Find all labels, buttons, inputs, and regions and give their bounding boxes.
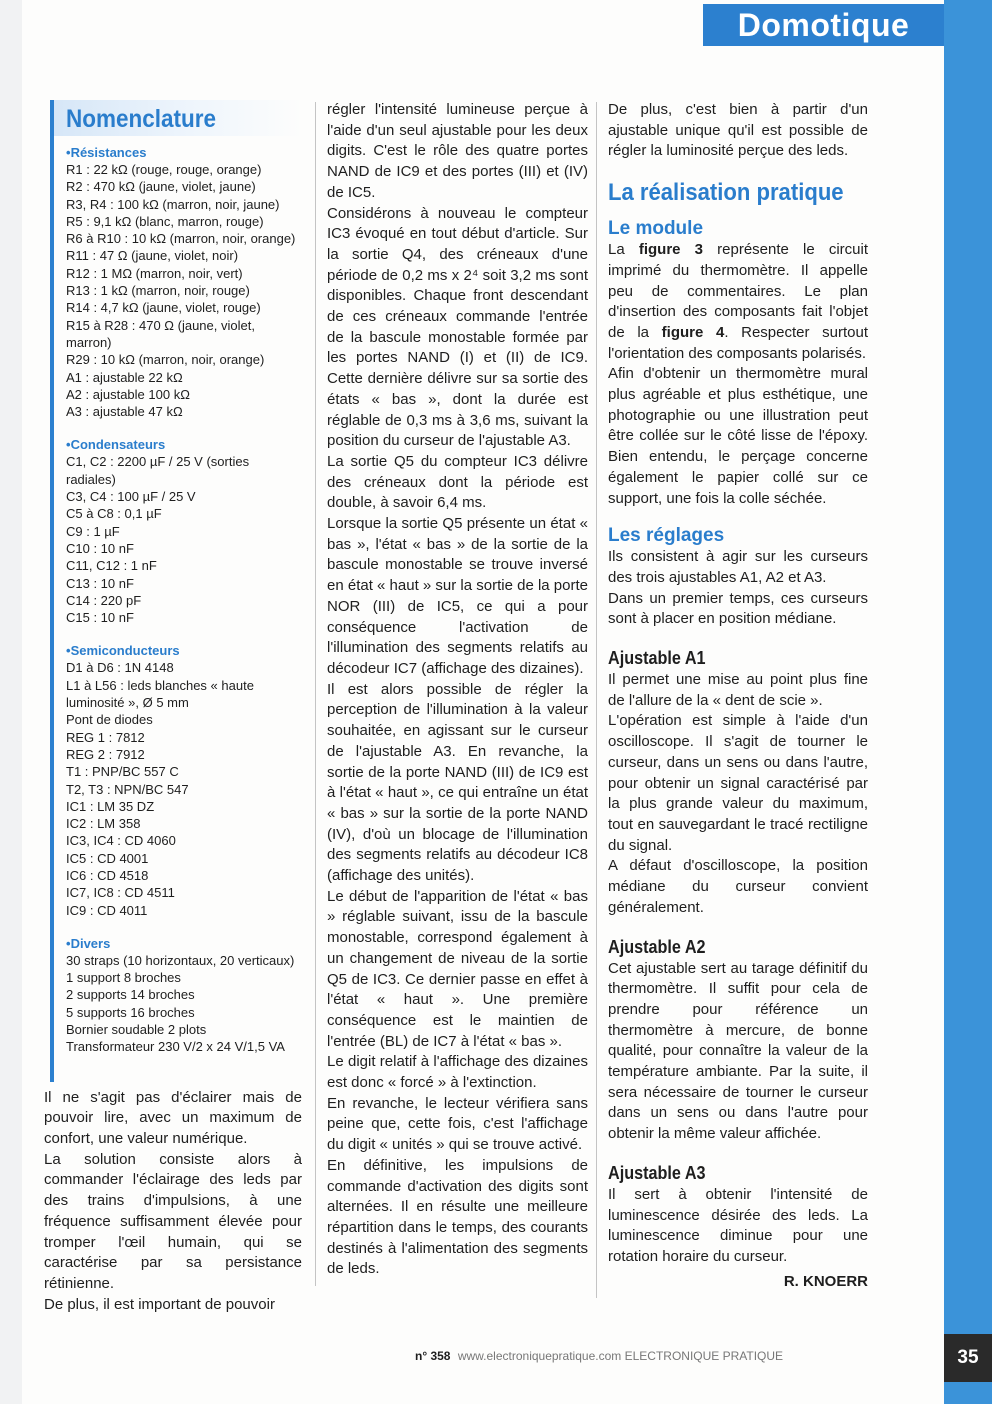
component-item: REG 2 : 7912: [66, 746, 145, 762]
module-paragraph: [608, 240, 868, 364]
col2-paragraph: Il est alors possible de régler la perception de l'illumination à la valeur souhaitée, en agissant sur le curseur de l'ajustable A3. En revanche, la sortie de la porte NAND (III) de IC9 est à l'état « haut », ce qui entraîne un état « bas » sur la sortie de la porte NAND (IV), d'où un blocage de l'illumination des segments relatifs au décodeur IC8 (affichage des unités).: [327, 680, 588, 885]
nomenclature-category: [66, 935, 302, 1056]
ajustable-a2-heading: Ajustable A2: [608, 936, 706, 957]
a1-paragraph: Il permet une mise au point plus fine de l'allure de la « dent de scie ».: [608, 671, 868, 709]
component-item: 5 supports 16 broches: [66, 1004, 195, 1020]
realisation-heading: La réalisation pratique: [608, 179, 844, 207]
component-item: R12 : 1 MΩ (marron, noir, vert): [66, 265, 243, 281]
reglages-paragraph: Dans un premier temps, ces curseurs sont à placer en position médiane.: [608, 589, 868, 628]
a1-paragraph: L'opération est simple à l'aide d'un oscilloscope. Il s'agit de tourner le curseur, dans un sens ou dans l'autre, pour obtenir un signal caractérisé par la plus grande valeur du maximum, tout en sauvegardant le tracé rectiligne du signal.: [608, 712, 868, 854]
category-title: • Semiconducteurs: [66, 642, 302, 659]
category-title: • Divers: [66, 935, 302, 952]
col1-paragraph: La solution consiste alors à commander l'éclairage des leds par des trains d'impulsions, à une fréquence suffisamment élevée pour tromper l'œil humain, qui se caractérise par sa persistance rétinienne.: [44, 1150, 302, 1292]
component-item: C11, C12 : 1 nF: [66, 558, 157, 574]
col2-paragraph: régler l'intensité lumineuse perçue à l'aide d'un seul ajustable pour les deux digits. C'est le rôle des quatre portes NAND de IC9 et des portes (III) et (IV) de IC5.: [327, 101, 588, 201]
page-margin: [0, 0, 22, 1404]
nomenclature-category: [66, 144, 302, 420]
component-item: C5 à C8 : 0,1 µF: [66, 506, 162, 522]
component-item: C3, C4 : 100 µF / 25 V: [66, 489, 196, 505]
figure-3-ref: figure 3: [638, 241, 703, 259]
category-title: • Condensateurs: [66, 436, 302, 453]
website-url[interactable]: www.electroniquepratique.com: [457, 1349, 622, 1363]
component-item: IC3, IC4 : CD 4060: [66, 833, 176, 849]
page-footer: [415, 1349, 783, 1363]
component-item: R15 à R28 : 470 Ω (jaune, violet, marron): [66, 317, 255, 350]
component-item: R1 : 22 kΩ (rouge, rouge, orange): [66, 162, 262, 177]
component-item: REG 1 : 7812: [66, 729, 145, 745]
col2-paragraph: La sortie Q5 du compteur IC3 délivre des créneaux dont la période est double, à savoir 6,4 ms.: [327, 452, 588, 512]
component-item: IC6 : CD 4518: [66, 867, 149, 883]
component-item: Transformateur 230 V/2 x 24 V/1,5 VA: [66, 1039, 285, 1055]
section-side-strip: [944, 0, 992, 1404]
component-item: C15 : 10 nF: [66, 610, 134, 626]
category-title: • Résistances: [66, 144, 302, 161]
nomenclature-title: Nomenclature: [66, 105, 217, 133]
publication-name: ELECTRONIQUE PRATIQUE: [624, 1349, 784, 1363]
reglages-heading: Les réglages: [608, 525, 725, 547]
col2-paragraph: En revanche, le lecteur vérifiera sans peine que, cette fois, c'est l'affichage du digit « unités » qui se trouve activé.: [327, 1094, 588, 1154]
component-item: D1 à D6 : 1N 4148: [66, 660, 174, 676]
component-item: A1 : ajustable 22 kΩ: [66, 369, 183, 385]
module-text: . Respecter surtout l'orientation des composants polarisés.: [608, 323, 868, 362]
figure-4-ref: figure 4: [661, 323, 725, 341]
col2-paragraph: Le digit relatif à l'affichage des dizaines est donc « forcé » à l'extinction.: [327, 1053, 588, 1092]
column-1: [44, 100, 302, 1315]
component-item: R29 : 10 kΩ (marron, noir, orange): [66, 352, 265, 368]
component-item: C1, C2 : 2200 µF / 25 V (sorties radiales): [66, 454, 250, 487]
col1-paragraph: De plus, il est important de pouvoir: [44, 1295, 275, 1313]
col2-paragraph: Le début de l'apparition de l'état « bas » réglable suivant, issu de la bascule monostable, correspond également à un changement de niveau de la sortie Q5 de IC3. Ce dernier passe en effet à l'état « haut ». Une première conséquence est le maintien de l'entrée (BL) de IC7 à l'état « bas ».: [327, 887, 588, 1050]
component-item: L1 à L56 : leds blanches « haute luminosité », Ø 5 mm: [66, 677, 254, 711]
nomenclature-category: [66, 436, 302, 626]
reglages-paragraph: Ils consistent à agir sur les curseurs des trois ajustables A1, A2 et A3.: [608, 548, 868, 586]
col3-intro: De plus, c'est bien à partir d'un ajustable unique qu'il est possible de régler la luminosité perçue des leds.: [608, 101, 868, 160]
component-item: T2, T3 : NPN/BC 547: [66, 781, 189, 797]
component-item: Pont de diodes: [66, 712, 153, 728]
module-paragraph: Afin d'obtenir un thermomètre mural plus agréable et plus esthétique, une photographie ou une illustration peut être collée sur le côté lisse de l'époxy. Bien entendu, le perçage concerne également le papier collé sur ce support, une fois la colle séchée.: [608, 365, 868, 507]
col2-paragraph: Lorsque la sortie Q5 présente un état « bas », l'état « bas » de la sortie de la bascule monostable se trouve inversé en état « haut » sur la sortie de la porte NOR (III) de IC5, ce qui a pour conséquence l'activation de l'illumination des segments relatifs au décodeur IC7 (affichage des dizaines).: [327, 515, 588, 677]
component-item: IC9 : CD 4011: [66, 902, 148, 918]
component-item: C9 : 1 µF: [66, 523, 120, 539]
component-item: C10 : 10 nF: [66, 540, 134, 556]
col2-paragraph: En définitive, les impulsions de commande d'activation des digits sont alternées. Il en résulte une meilleure répartition dans le temps, des courants destinés à l'alimentation des segments de leds.: [327, 1156, 588, 1278]
column-3: [608, 100, 868, 1292]
nomenclature-category: [66, 642, 302, 918]
component-item: A3 : ajustable 47 kΩ: [66, 404, 183, 420]
module-heading: Le module: [608, 218, 704, 240]
component-item: T1 : PNP/BC 557 C: [66, 764, 179, 780]
component-item: R11 : 47 Ω (jaune, violet, noir): [66, 248, 239, 264]
component-item: IC5 : CD 4001: [66, 850, 149, 866]
col1-paragraph: Il ne s'agit pas d'éclairer mais de pouvoir lire, avec un maximum de confort, une valeur numérique.: [44, 1088, 302, 1148]
ajustable-a3-heading: Ajustable A3: [608, 1162, 706, 1183]
module-text: représente le circuit imprimé du thermomètre. Il appelle peu de commentaires. Le plan d'insertion des composants fait l'objet de la: [608, 241, 868, 341]
author-name: R. KNOERR: [783, 1272, 868, 1290]
component-item: R14 : 4,7 kΩ (jaune, violet, rouge): [66, 300, 261, 316]
module-text: La: [608, 241, 639, 259]
a1-paragraph: A défaut d'oscilloscope, la position médiane du curseur convient généralement.: [608, 857, 868, 916]
ajustable-a1-heading: Ajustable A1: [608, 648, 706, 669]
component-item: R5 : 9,1 kΩ (blanc, marron, rouge): [66, 213, 264, 229]
nomenclature-box: [50, 100, 302, 1082]
component-item: A2 : ajustable 100 kΩ: [66, 386, 190, 402]
component-item: R6 à R10 : 10 kΩ (marron, noir, orange): [66, 231, 296, 247]
component-item: R2 : 470 kΩ (jaune, violet, jaune): [66, 179, 256, 195]
component-item: R3, R4 : 100 kΩ (marron, noir, jaune): [66, 196, 280, 212]
column-2: [327, 100, 588, 1280]
component-item: 30 straps (10 horizontaux, 20 verticaux): [66, 952, 295, 968]
a2-paragraph: Cet ajustable sert au tarage définitif du thermomètre. Il suffit pour cela de prendre pour référence un thermomètre à mercure, de bonne qualité, pour connaître la valeur de la température ambiante. Par la suite, il sera nécessaire de tourner le curseur dans un sens ou dans l'autre pour obtenir la même valeur affichée.: [608, 959, 868, 1143]
component-item: IC7, IC8 : CD 4511: [66, 885, 175, 901]
component-item: C13 : 10 nF: [66, 575, 134, 591]
component-item: Bornier soudable 2 plots: [66, 1022, 207, 1038]
component-item: IC2 : LM 358: [66, 816, 141, 832]
col2-paragraph: Considérons à nouveau le compteur IC3 évoqué en tout début d'article. Sur la sortie Q4, des créneaux d'une période de 0,2 ms x 2⁴ soit 3,2 ms sont disponibles. Chaque front descendant de ces créneaux commande l'entrée de la bascule monostable formée par les portes NAND (I) et (II) de IC9. Cette dernière délivre sur sa sortie des états « bas », dont la durée est réglable de 0,3 ms à 3,6 ms, suivant la position du curseur de l'ajustable A3.: [327, 204, 588, 450]
section-banner: Domotique: [703, 4, 944, 46]
component-item: R13 : 1 kΩ (marron, noir, rouge): [66, 283, 250, 299]
component-item: 2 supports 14 broches: [66, 987, 195, 1003]
component-item: C14 : 220 pF: [66, 592, 142, 608]
page-number: 35: [944, 1334, 992, 1382]
a3-paragraph: Il sert à obtenir l'intensité de luminescence désirée des leds. La luminescence diminue pour une rotation horaire du curseur.: [608, 1185, 868, 1265]
nomenclature-list: [66, 144, 302, 1056]
component-item: IC1 : LM 35 DZ: [66, 798, 155, 814]
component-item: 1 support 8 broches: [66, 970, 181, 986]
issue-number: n° 358: [415, 1349, 451, 1363]
